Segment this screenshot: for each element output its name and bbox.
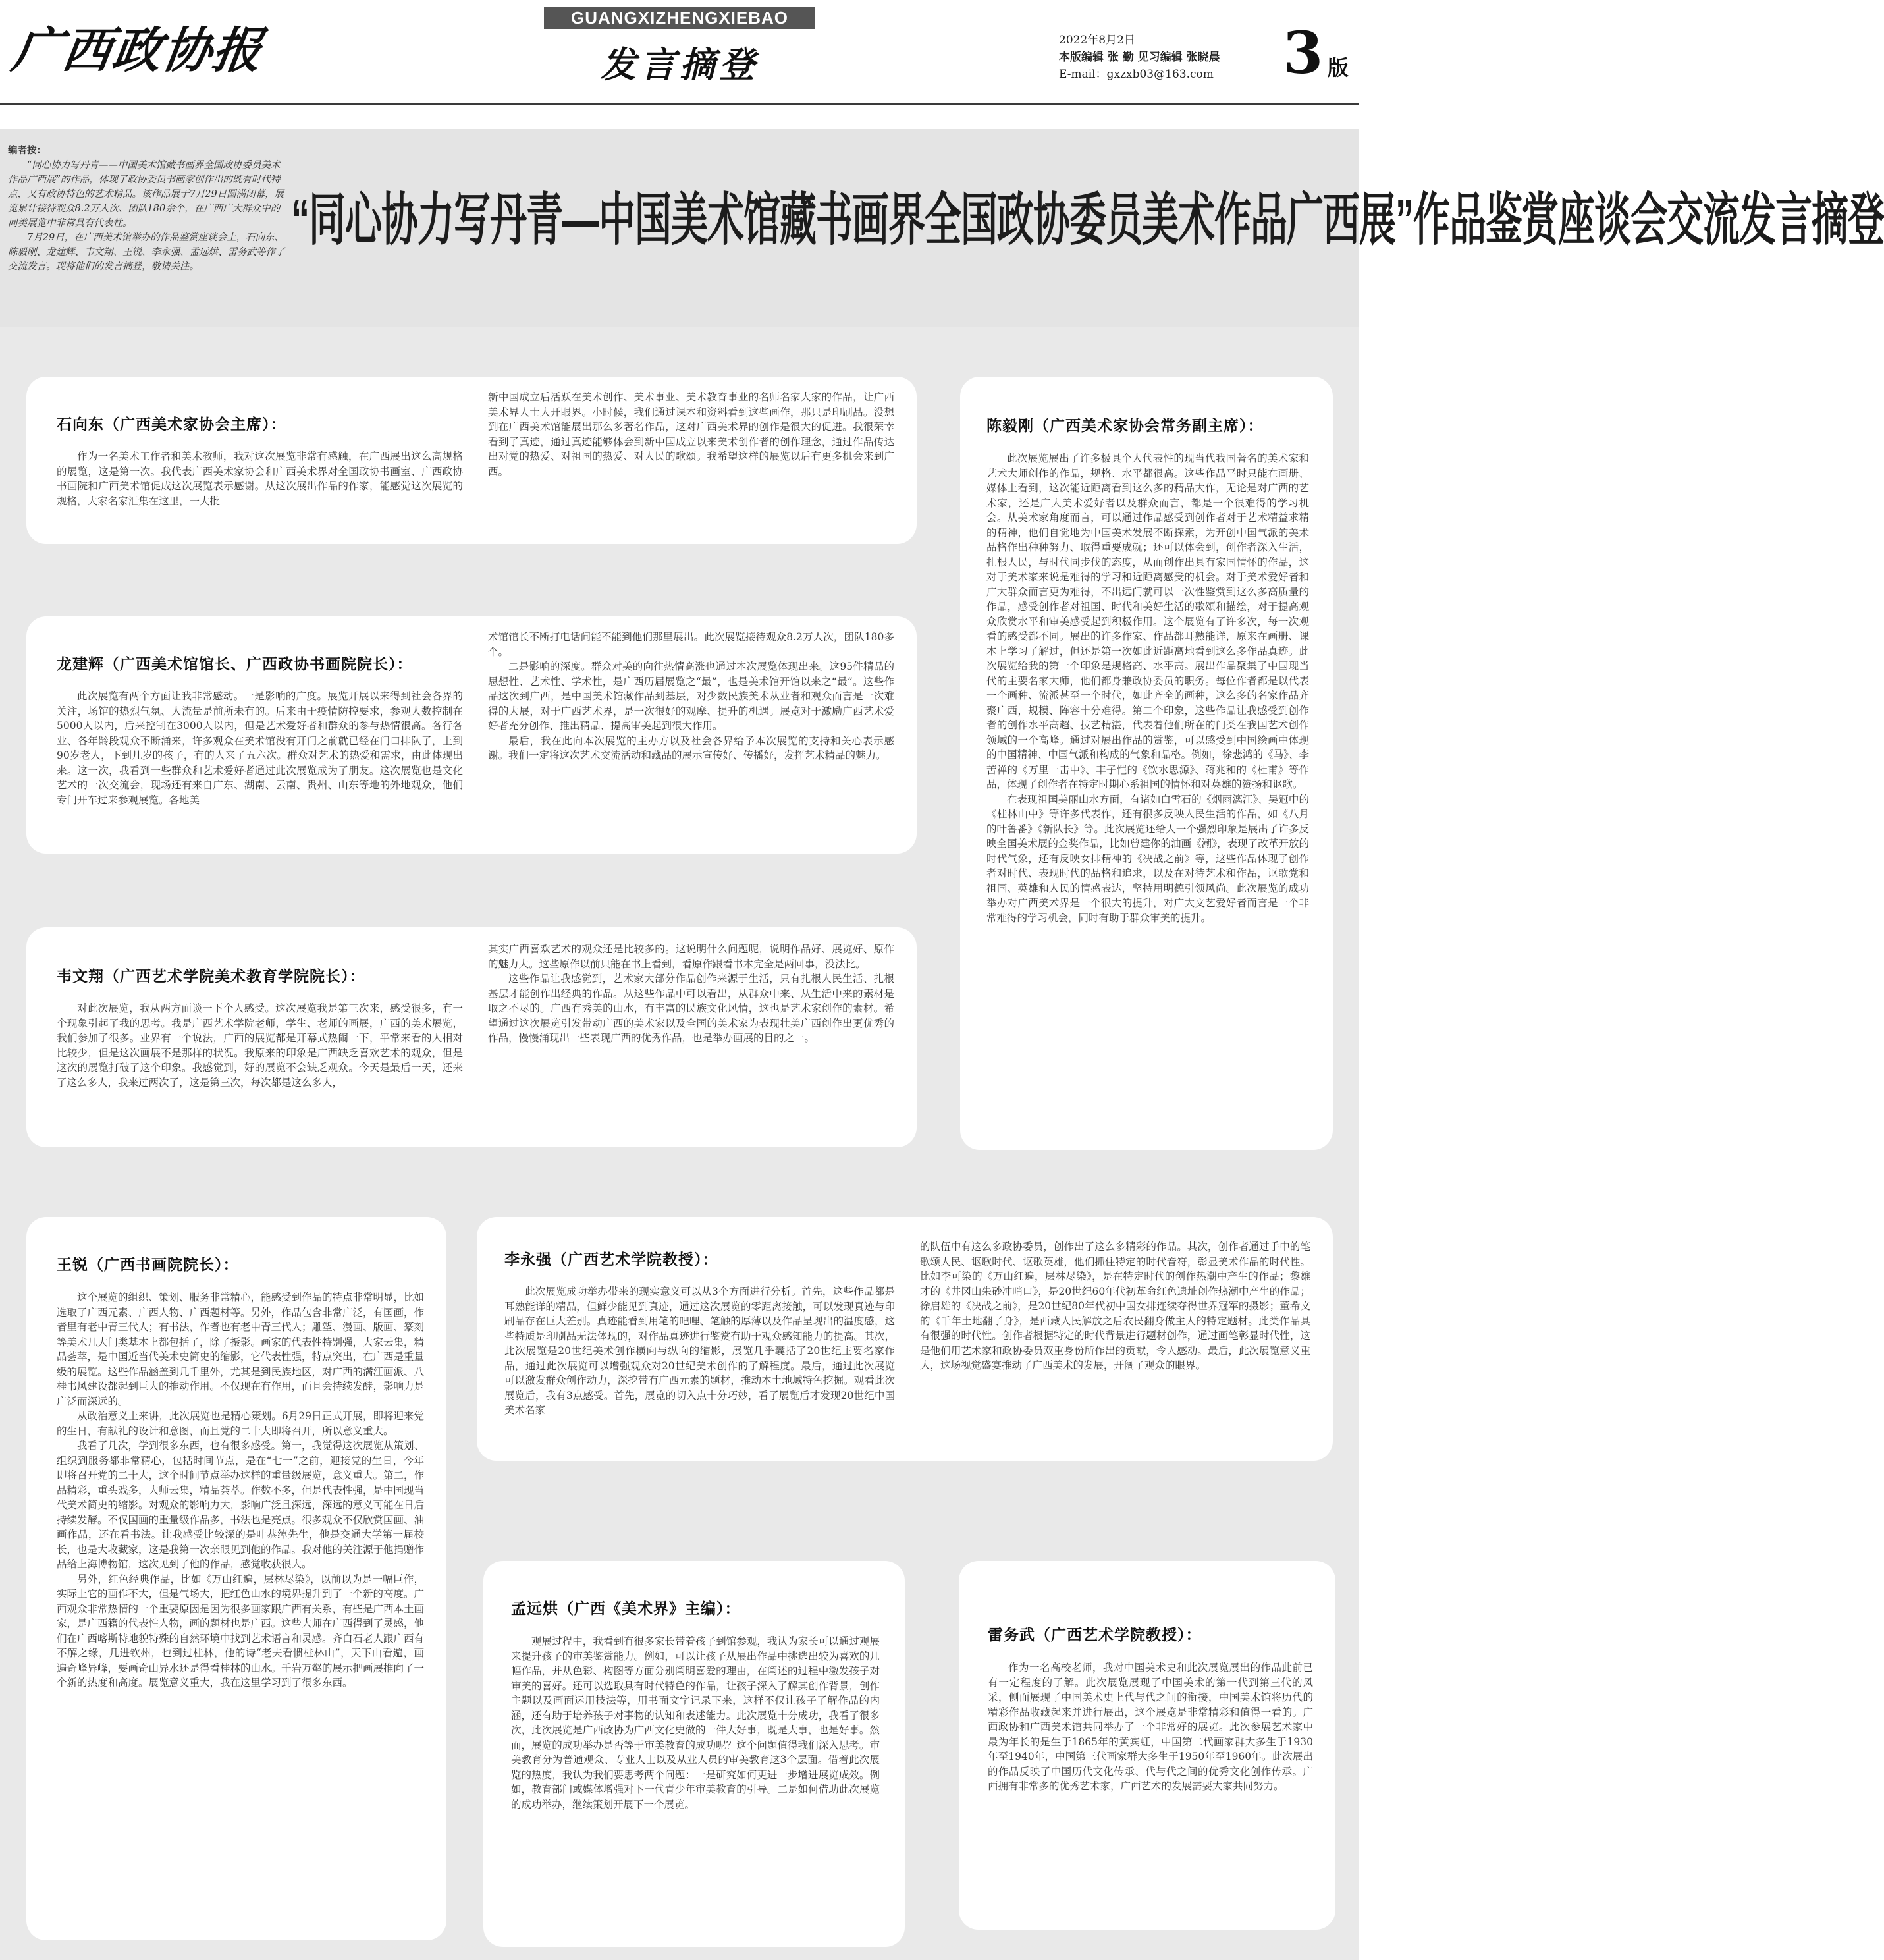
speech-paragraph: 其实广西喜欢艺术的观众还是比较多的。这说明什么问题呢，说明作品好、展览好、原作的魅力大。这些原作以前只能在书上看到，看原作跟看书本完全是两回事，没法比。 [488,943,894,970]
speech-paragraph: 这些作品让我感觉到，艺术家大部分作品创作来源于生活，只有扎根人民生活、扎根基层才能创作出经典的作品。从这些作品中可以看出，从群众中来、从生活中来的素材是取之不尽的。广西有秀美的山水，有丰富的民族文化风情，这也是艺术家创作的素材。希望通过这次展览引发带动广西的美术家以及全国的美术家为表现壮美广西创作出更优秀的作品，慢慢涌现出一些表现广西的优秀作品，也是举办画展的目的之一。 [488,973,894,1044]
speech-paragraph: 这个展览的组织、策划、服务非常精心，能感受到作品的特点非常明显，比如选取了广西元素、广西人物、广西题材等。另外，作品包含非常广泛，有国画，作者里有老中青三代人；有书法，作者也有老中青三代人；雕塑、漫画、版画、篆刻等美术几大门类基本上都包括了，除了摄影。画家的代表性特别强，大家云集，精品荟萃，是中国近当代美术史简史的缩影，它代表性强，特点突出，在广西是重量级的展览。这些作品涵盖到几千里外，尤其是到民族地区，对广西的满江画派、八桂书风建设都起到巨大的推动作用。不仅现在有作用，而且会持续发酵，影响力是广泛而深远的。 [57,1292,425,1407]
speech-card-li [477,1217,1333,1461]
speech-card-wang [26,1217,446,1940]
speaker-title: 龙建辉（广西美术馆馆长、广西政协书画院院长）： [57,655,413,673]
issue-date: 2022年8月2日 [1059,34,1135,47]
newspaper-pinyin: GUANGXIZHENGXIEBAO [544,7,815,29]
page-suffix: 版 [1328,55,1349,80]
newspaper-logo: 广西政协报 [9,22,267,79]
speech-paragraph: 对此次展览，我从两方面谈一下个人感受。这次展览我是第三次来，感受很多，有一个现象引起了我的思考。我是广西艺术学院老师，学生、老师的画展，广西的美术展览，我们参加了很多。业界有一个说法，广西的展览都是开幕式热闹一下，平常来看的人相对比较少，但是这次画展不是那样的状况。我原来的印象是广西缺乏喜欢艺术的观众，但是这次的展览打破了这个印象。我感觉到，好的展览不会缺乏观众。今天是最后一天，还来了这么多人，我来过两次了，这是第三次，每次都是这么多人， [57,1002,463,1089]
masthead [0,0,1359,105]
speech-paragraph: 此次展览有两个方面让我非常感动。一是影响的广度。展览开展以来得到社会各界的关注，场馆的热烈气氛、人流量是前所未有的。后来由于疫情防控要求，参观人数控制在5000人以内，后来控制在3000人以内，但是艺术爱好者和群众的参与热情很高。各行各业、各年龄段观众不断涌来，许多观众在美术馆没有开门之前就已经在门口排队了，上到90岁老人，下到几岁的孩子，有的人来了五六次。群众对艺术的热爱和需求，由此体现出来。这一次，我看到一些群众和艺术爱好者通过此次展览成为了朋友。这次展览也是文化艺术的一次交流会，现场还有来自广东、湖南、云南、贵州、山东等地的外地观众，他们专门开车过来参观展览。各地美 [57,690,463,806]
speech-paragraph: 在表现祖国美丽山水方面，有诸如白雪石的《烟雨漓江》、吴冠中的《桂林山中》等许多代表作，还有很多反映人民生活的作品，如《八月的叶鲁番》《新队长》等。此次展览还给人一个强烈印象是展出了许多反映全国美术展的金奖作品，比如曾建你的油画《潮》，表现了改革开放的时代气象，还有反映女排精神的《决战之前》等，这些作品体现了创作者对时代、表现时代的品格和追求，以及在对待艺术和作品，讴歌党和祖国、英雄和人民的情感表达，坚持用明德引领风尚。此次展览的成功举办对广西美术界是一个很大的提升，对广大文艺爱好者而言是一个非常难得的学习机会，同时有助于群众审美的提升。 [986,793,1309,924]
speaker-title: 石向东（广西美术家协会主席）： [57,416,286,433]
page-number: 3 [1283,18,1324,87]
editor-note-head: 编者按： [8,145,46,156]
speech-paragraph: 最后，我在此向本次展览的主办方以及社会各界给予本次展览的支持和关心表示感谢。我们一定将这次艺术交流活动和藏品的展示宣传好、传播好，发挥艺术精品的魅力。 [488,734,894,761]
issue-editors: 本版编辑 张 勤 见习编辑 张晓晨 [1059,51,1220,64]
issue-meta [1059,32,1220,83]
title-band [0,129,1884,327]
speech-card-chen [960,377,1333,1150]
issue-email: E-mail：gxzxb03@163.com [1059,68,1214,81]
speech-paragraph: 作为一名高校老师，我对中国美术史和此次展览展出的作品此前已有一定程度的了解。此次展览展现了中国美术的第一代到第三代的风采，侧面展现了中国美术史上代与代之间的衔接，中国美术馆将历代的精彩作品收藏起来并进行展出，这个展览是非常精彩和值得一看的。广西政协和广西美术馆共同举办了一个非常好的展览。此次参展艺术家中最为年长的是生于1865年的黄宾虹，中国第二代画家群大多生于1930年至1940年，中国第三代画家群大多生于1950年至1960年。此次展出的作品反映了中国历代文化传承、代与代之间的优秀文化创作传承。广西拥有非常多的优秀艺术家，广西艺术的发展需要大家共同努力。 [988,1662,1313,1792]
speaker-title: 陈毅刚（广西美术家协会常务副主席）： [986,417,1264,435]
speech-card-lei [959,1561,1335,1930]
section-title: 发言摘登 [601,43,759,86]
speech-paragraph: 新中国成立后活跃在美术创作、美术事业、美术教育事业的名师名家大家的作品，让广西美术界人士大开眼界。小时候，我们通过课本和资料看到这些画作，那只是印刷品。没想到在广西美术馆能展出那么多著名作品，这对广西美术界的创作是很大的促进。我很荣幸看到了真迹，通过真迹能够体会到新中国成立以来美术创作者的创作理念，通过作品传达出对党的热爱、对祖国的热爱、对人民的歌颂。我希望这样的展览以后有更多机会来到广西。 [488,391,894,477]
speech-paragraph: 此次展览成功举办带来的现实意义可以从3个方面进行分析。首先，这些作品都是耳熟能详的精品，但鲜少能见到真迹，通过这次展览的零距离接触，可以发现真迹与印刷品存在巨大差别。真迹能看到用笔的吧哩、笔触的厚薄以及作品呈现出的温度感，这些特质是印刷品无法体现的，对作品真迹进行鉴赏有助于观众感知能力的提高。其次，此次展览是20世纪美术创作横向与纵向的缩影，展览几乎囊括了20世纪主要名家作品，通过此次展览可以增强观众对20世纪美术创作的了解程度。最后，通过此次展览可以激发群众创作动力，深挖带有广西元素的题材，推动本土地域特色挖掘。观看此次展览后，我有3点感受。首先，展览的切入点十分巧妙，看了展览后才发现20世纪中国美术名家 [504,1286,895,1416]
speaker-title: 王锐（广西书画院院长）： [57,1256,239,1274]
speaker-title: 孟远烘（广西《美术界》主编）： [511,1600,741,1618]
speech-paragraph: 作为一名美术工作者和美术教师，我对这次展览非常有感触，在广西展出这么高规格的展览，这是第一次。我代表广西美术家协会和广西美术界对全国政协书画室、广西政协书画院和广西美术馆促成这次展览表示感谢。从这次展出作品的作家，能感觉这次展览的规格，大家名家汇集在这里，一大批 [57,450,463,507]
editor-note-paragraph: 7月29日，在广西美术馆举办的作品鉴赏座谈会上，石向东、陈毅刚、龙建辉、韦文翔、王锐、李永强、孟远烘、雷务武等作了交流发言。现将他们的发言摘登，敬请关注。 [8,232,285,272]
speech-paragraph: 我看了几次，学到很多东西，也有很多感受。第一，我觉得这次展览从策划、组织到服务都非常精心，包括时间节点，是在“七一”之前，迎接党的生日，今年即将召开党的二十大，这个时间节点举办这样的重量级展览，意义重大。第二，作品精彩，重头戏多，大师云集，精品荟萃。作数不多，但是代表性强，是中国现当代美术简史的缩影。对观众的影响力大，影响广泛且深远，深远的意义可能在日后持续发酵。不仅国画的重量级作品多，书法也是亮点。很多观众不仅欣赏国画、油画作品，还在看书法。让我感受比较深的是叶恭绰先生，他是交通大学第一届校长，也是大收藏家，这是我第一次亲眼见到他的作品。我对他的关注源于他捐赠作品给上海博物馆，这次见到了他的作品，感觉收获很大。 [57,1440,425,1570]
speech-paragraph: 术馆馆长不断打电话问能不能到他们那里展出。此次展览接待观众8.2万人次，团队180多个。 [488,631,894,658]
speech-paragraph: 二是影响的深度。群众对美的向往热情高涨也通过本次展览体现出来。这95件精品的思想性、艺术性、学术性，是广西历届展览之“最”，也是美术馆开馆以来之“最”。这些作品这次到广西，是中国美术馆藏作品到基层，对少数民族美术从业者和观众而言是一次难得的大展，对于广西艺术界，是一次很好的观摩、提升的机遇。展览对于激励广西艺术爱好者充分创作、推出精品、提高审美起到很大作用。 [488,661,894,732]
speech-paragraph: 另外，红色经典作品，比如《万山红遍，层林尽染》，以前以为是一幅巨作，实际上它的画作不大，但是气场大，把红色山水的境界提升到了一个新的高度。广西观众非常热情的一个重要原因是因为很多画家跟广西有关系，有些是广西本土画家，是广西籍的代表性人物，画的题材也是广西。这些大师在广西得到了灵感，他们在广西喀斯特地貌特殊的自然环境中找到艺术语言和灵感。齐白石老人跟广西有不解之缘，几进钦州，也到过桂林，他的诗“老夫看惯桂林山”，天下山看遍，画遍奇峰异峰，要画奇山异水还是得看桂林的山水。千岩万壑的展示把画展推向了一个新的热度和高度。展览意义重大，我在这里学习到了很多东西。 [57,1573,425,1689]
speaker-title: 韦文翔（广西艺术学院美术教育学院院长）： [57,967,365,985]
speech-paragraph: 观展过程中，我看到有很多家长带着孩子到馆参观，我认为家长可以通过观展来提升孩子的审美鉴赏能力。例如，可以让孩子从展出作品中挑选出较为喜欢的几幅作品，并从色彩、构图等方面分别阐明喜爱的理由，在阐述的过程中激发孩子对审美的喜好。还可以选取具有时代特色的作品，让孩子深入了解其创作背景，创作主题以及画面运用技法等，用书面文字记录下来，这样不仅让孩子了解作品的内涵，还有助于培养孩子对事物的认知和表述能力。此次展览十分成功，我看了很多次，此次展览是广西政协为广西文化史做的一件大好事，既是大事，也是好事。然而，展览的成功举办是否等于审美教育的成功呢？这个问题值得我们深入思考。审美教育分为普通观众、专业人士以及从业人员的审美教育这3个层面。借着此次展览的热度，我认为我们要思考两个问题：一是研究如何更进一步增进展览成效。例如，教育部门或媒体增强对下一代青少年审美教育的引导。二是如何借助此次展览的成功举办，继续策划开展下一个展览。 [511,1635,880,1810]
speech-card-long [26,616,917,854]
speech-paragraph: 此次展览展出了许多极具个人代表性的现当代我国著名的美术家和艺术大师创作的作品，规格、水平都很高。这些作品平时只能在画册、媒体上看到，这次能近距离看到这么多的精品大作，无论是对广西的艺术家，还是广大美术爱好者以及群众而言，都是一个很难得的学习机会。从美术家角度而言，可以通过作品感受到创作者对于艺术精益求精的精神，他们自觉地为中国美术发展不断探索，为开创中国气派的美术品格作出种种努力、取得重要成就；还可以体会到，创作者深入生活，扎根人民，与时代同步伐的态度，从而创作出具有家国情怀的作品，这对于美术家来说是难得的学习和近距离感受的机会。对于美术爱好者和广大群众而言更为难得，不出远门就可以一次性鉴赏到这么多高质量的作品，感受创作者对祖国、时代和美好生活的歌颂和描绘，对于提高观众欣赏水平和审美感受起到积极作用。这个展览有了许多次，每一次观看的感受都不同。展出的许多作家、作品都耳熟能详，原来在画册、课本上学习了解过，但还是第一次如此近距离地看到这么多作品真迹。此次展览给我的第一个印象是规格高、水平高。展出作品聚集了中国现当代的主要名家大师，他们都身兼政协委员的职务。每位作者都是以代表一个画种、流派甚至一个时代，如此齐全的画种，这么多的名家作品齐聚广西，规模、阵容十分难得。第二个印象，这些作品让我感受到创作者的创作水平高超、技艺精湛，代表着他们所在的门类在我国艺术创作领域的一个高峰。通过对展出作品的赏鉴，可以感受到中国绘画中体现的中国精神、中国气派和构成的气象和品格。例如，徐悲鸿的《马》、李苦禅的《万里一击中》、丰子恺的《饮水思源》、蒋兆和的《杜甫》等作品，体现了创作者在特定时期心系祖国的情怀和对英雄的赞扬和讴歌。 [986,452,1309,790]
headline: “同心协力写丹青—中国美术馆藏书画界全国政协委员美术作品广西展”作品鉴赏座谈会交流发言摘登 [291,187,1884,252]
speech-card-meng [483,1561,905,1947]
editor-note [8,144,288,274]
speech-paragraph: 的队伍中有这么多政协委员，创作出了这么多精彩的作品。其次，创作者通过手中的笔歌颂人民、讴歌时代、讴歌英雄，他们抓住特定的时代音符，彰显美术作品的时代性。比如李可染的《万山红遍，层林尽染》，是在特定时代的创作热潮中产生的作品；黎雄才的《井冈山朱砂冲哨口》，是20世纪60年代初革命红色遗址创作热潮中产生的作品；徐启雄的《决战之前》，是20世纪80年代初中国女排连续夺得世界冠军的摄影；董希文的《千年土地翻了身》，是西藏人民解放之后农民翻身做主人的特定题材。此类作品具有很强的时代性。创作者根据特定的时代背景进行题材创作，通过画笔彰显时代性，这是他们用艺术家和政协委员双重身份所作出的贡献，令人感动。最后，此次展览意义重大，这场视觉盛宴推动了广西美术的发展，开阔了观众的眼界。 [920,1241,1310,1371]
editor-note-paragraph: “同心协力写丹青——中国美术馆藏书画界全国政协委员美术作品广西展”的作品，体现了政协委员书画家创作出的既有时代特点，又有政协特色的艺术精品。该作品展于7月29日圆满闭幕，展览累计接待观众8.2万人次、团队180余个，在广西广大群众中的同类展览中非常具有代表性。 [8,160,284,229]
speech-card-shi [26,377,917,544]
speech-paragraph: 从政治意义上来讲，此次展览也是精心策划。6月29日正式开展，即将迎来党的生日，有献礼的设计和意图，而且党的二十大即将召开，所以意义重大。 [57,1410,424,1437]
speaker-title: 李永强（广西艺术学院教授）： [504,1251,718,1268]
speaker-title: 雷务武（广西艺术学院教授）： [988,1626,1202,1644]
speech-card-wei [26,927,917,1147]
